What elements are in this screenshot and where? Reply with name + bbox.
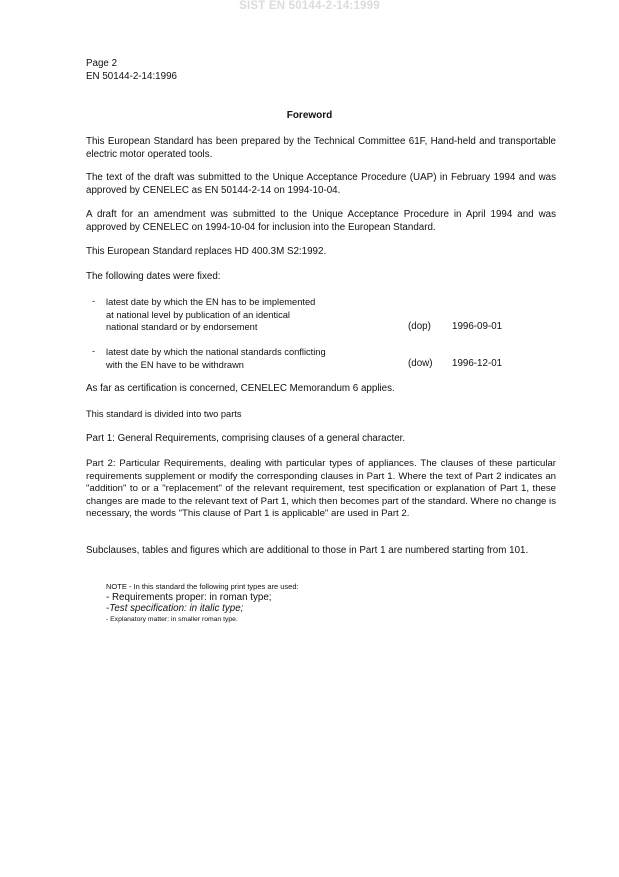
- watermark: SIST EN 50144-2-14:1999: [239, 0, 380, 12]
- dates-abbr: (dow): [408, 358, 433, 369]
- list-dash: -: [92, 346, 96, 356]
- note-line-italic: -Test specification: in italic type;: [106, 603, 244, 614]
- paragraph-subclauses: Subclauses, tables and figures which are additional to those in Part 1 are numbered starting from 101.: [86, 545, 529, 556]
- dates-item-line: national standard or by endorsement: [106, 322, 258, 332]
- dates-item-line: latest date by which the EN has to be implemented: [106, 297, 316, 307]
- note-heading: NOTE - In this standard the following print types are used:: [106, 582, 299, 591]
- note-line-small: - Explanatory matter: in smaller roman type.: [106, 616, 238, 623]
- dates-item-line: latest date by which the national standards conflicting: [106, 347, 326, 357]
- paragraph-replaces: This European Standard replaces HD 400.3M S2:1992.: [86, 246, 327, 257]
- page-title: Foreword: [286, 110, 333, 121]
- paragraph-part1: Part 1: General Requirements, comprising clauses of a general character.: [86, 433, 406, 444]
- document-id: EN 50144-2-14:1996: [86, 70, 177, 82]
- list-dash: -: [92, 296, 96, 306]
- note-line-roman: - Requirements proper: in roman type;: [106, 592, 272, 603]
- paragraph-part2: Part 2: Particular Requirements, dealing with particular types of appliances. The clauses of these particular requirements supplement or modify the corresponding clauses in Part 1. Where the text of Part 2 indicates an "addition" to or a "replacement" of the relevant requirement, test specification or explanation of Part 1, these changes are made to the relevant text of Part 1, which then becomes part of the standard. Where no change is necessary, the words "This clause of Part 1 is applicable" are used in Part 2.: [86, 458, 556, 519]
- dates-item-text: [106, 346, 406, 371]
- page-header: [86, 58, 177, 83]
- dates-item-line: with the EN have to be withdrawn: [106, 359, 244, 370]
- paragraph-draft: The text of the draft was submitted to the Unique Acceptance Procedure (UAP) in February 1994 and was approved by CENELEC as EN 50144-2-14 on 1994-10-04.: [86, 172, 556, 196]
- page-number: Page 2: [86, 58, 118, 69]
- dates-abbr: (dop): [408, 321, 431, 332]
- paragraph-parts: This standard is divided into two parts: [86, 409, 242, 419]
- paragraph-dates-intro: The following dates were fixed:: [86, 271, 221, 282]
- paragraph-certification: As far as certification is concerned, CENELEC Memorandum 6 applies.: [86, 383, 395, 394]
- dates-item-text: [106, 296, 406, 334]
- dates-value: 1996-09-01: [452, 321, 503, 332]
- dates-value: 1996-12-01: [452, 358, 503, 369]
- note-block: [106, 581, 299, 625]
- dates-item-line: at national level by publication of an identical: [106, 309, 290, 320]
- paragraph-committee: This European Standard has been prepared by the Technical Committee 61F, Hand-held and transportable electric motor operated tools.: [86, 136, 556, 160]
- paragraph-amendment: A draft for an amendment was submitted to the Unique Acceptance Procedure in April 1994 and was approved by CENELEC on 1994-10-04 for inclusion into the European Standard.: [86, 209, 556, 233]
